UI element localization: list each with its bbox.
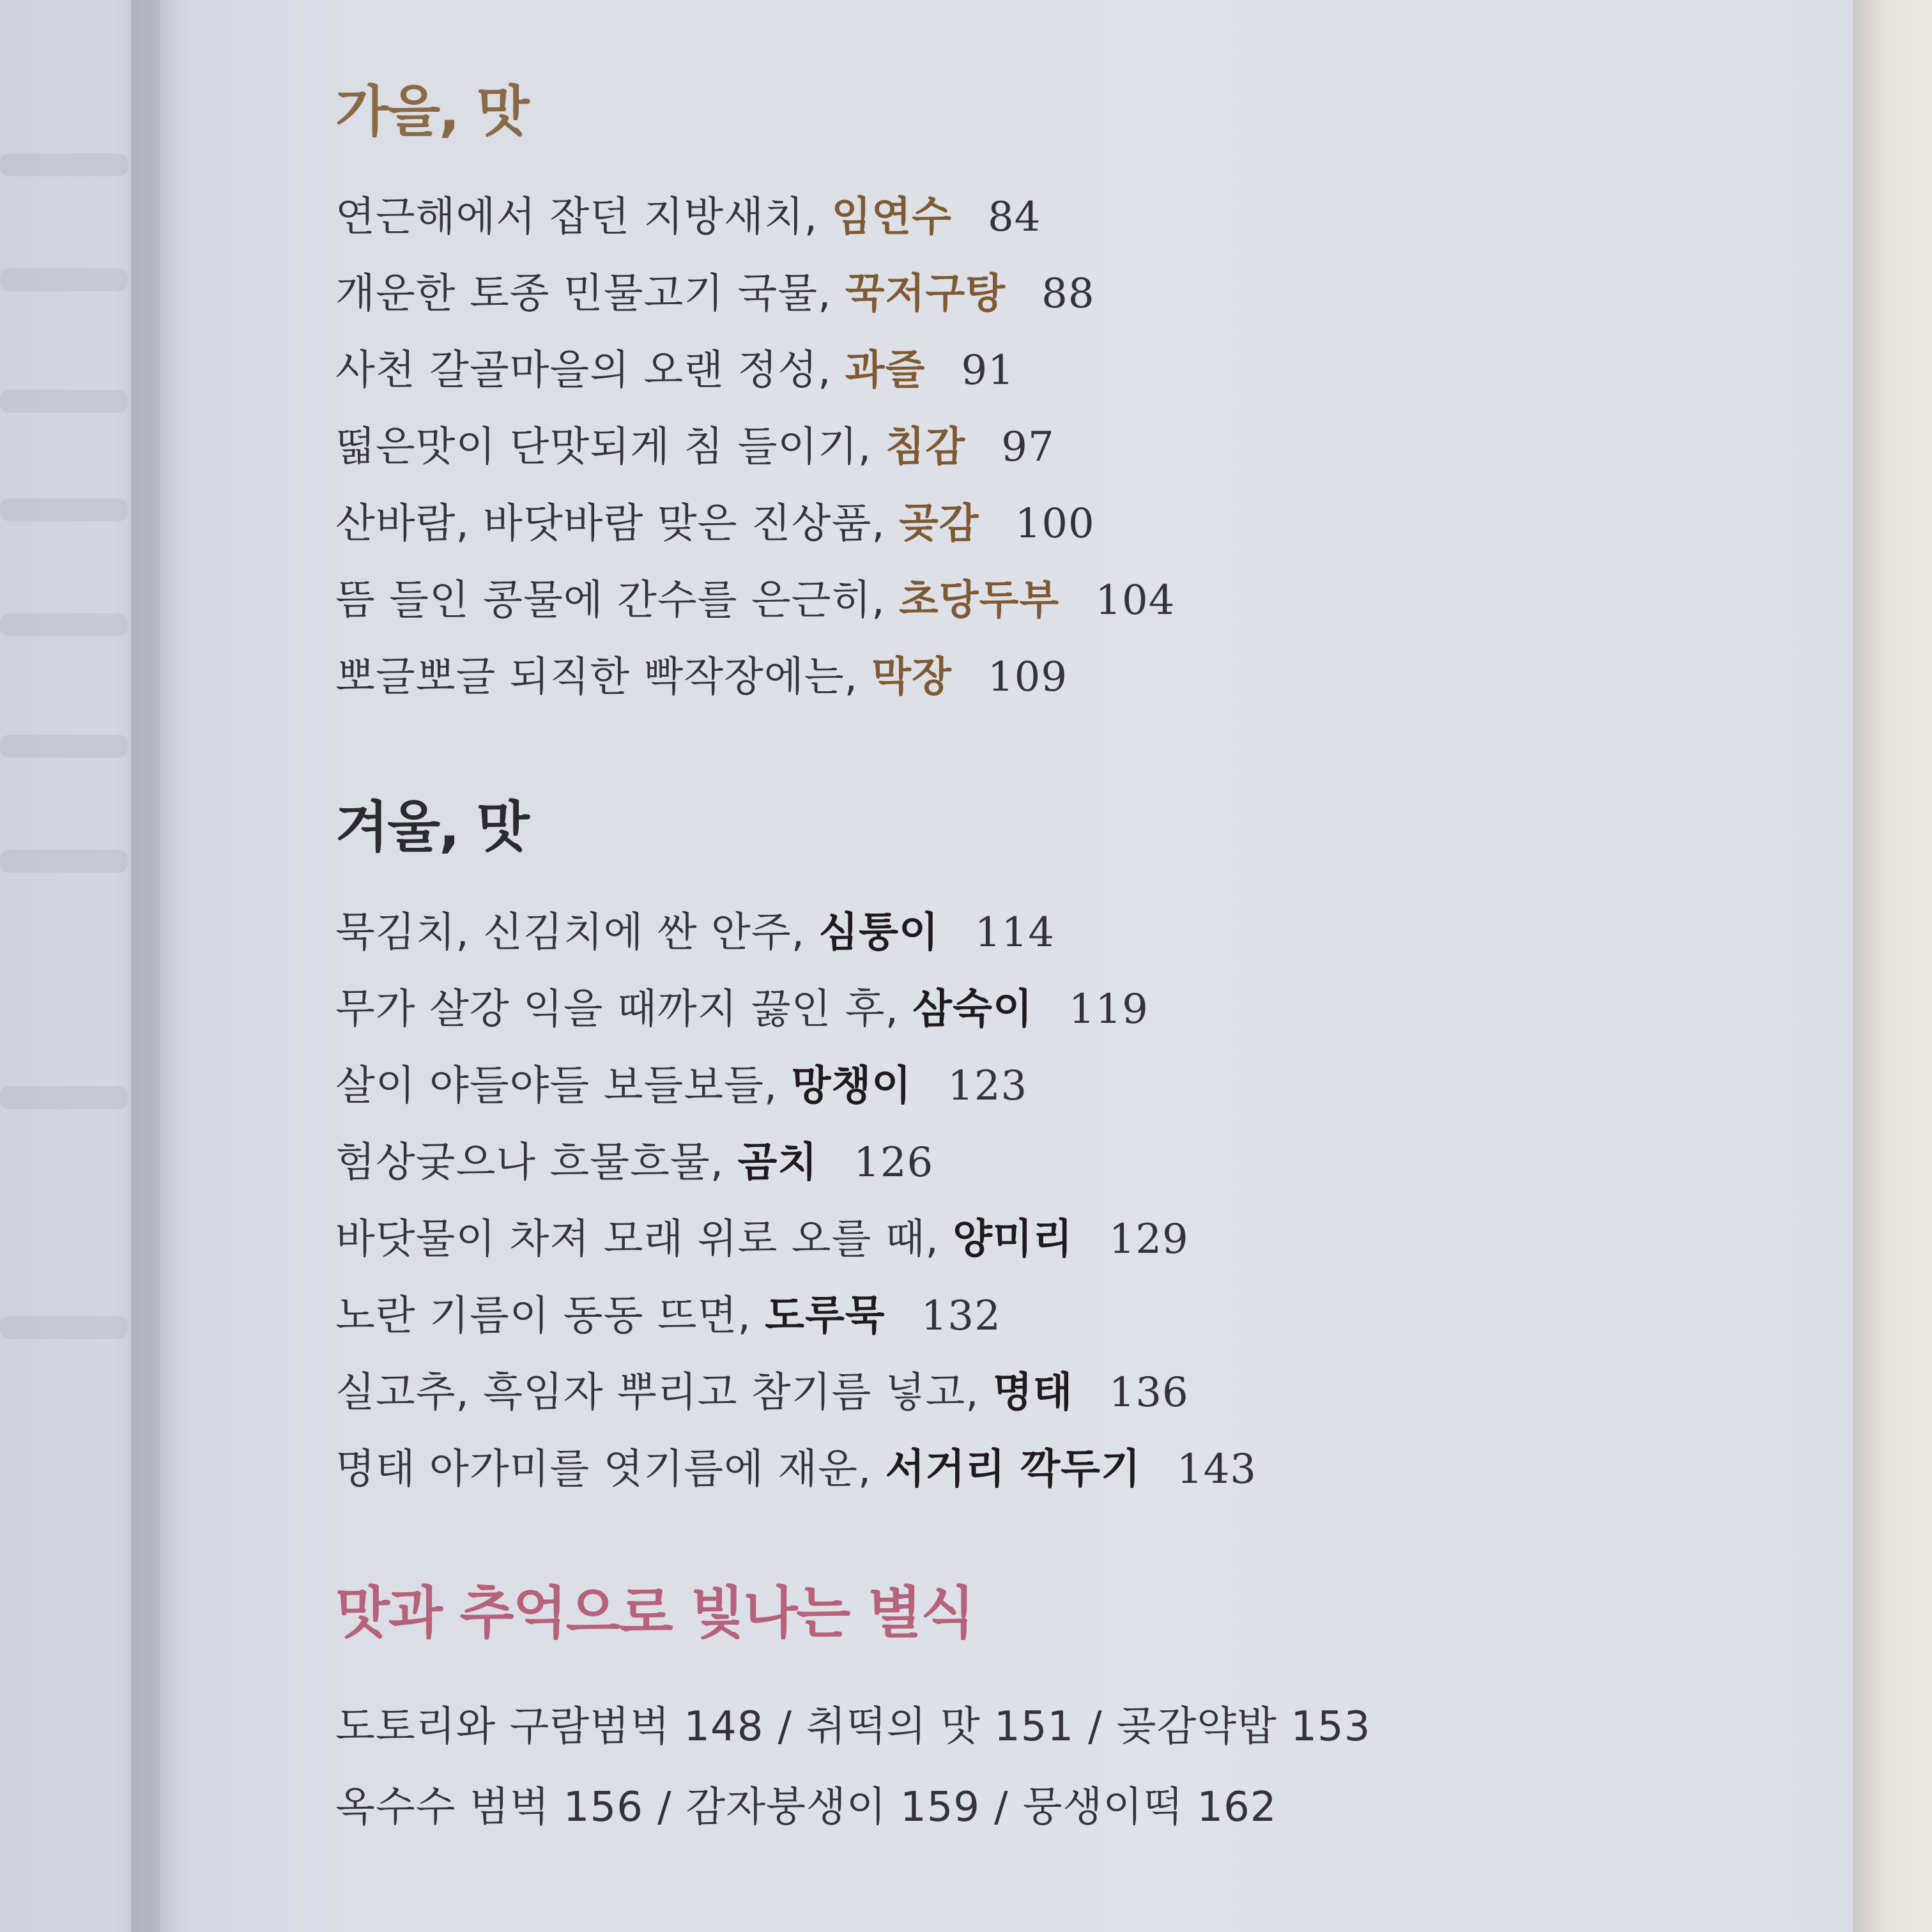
toc-entry: [335, 894, 1741, 971]
entry-item: 취떡의 맛 151: [806, 1703, 1075, 1751]
entry-page: 88: [1041, 270, 1095, 318]
entry-highlight: 꾹저구탕: [845, 270, 1006, 318]
toc-entry: [335, 179, 1741, 256]
section-title: 겨울, 맛: [335, 795, 528, 859]
separator: /: [1088, 1703, 1103, 1751]
entry-text: 뜸 들인 콩물에 간수를 은근히,: [335, 577, 899, 624]
entry-highlight: 양미리: [953, 1216, 1073, 1263]
toc-entry: [335, 971, 1741, 1048]
separator: /: [657, 1784, 672, 1831]
entry-highlight: 망챙이: [791, 1062, 912, 1110]
entry-page: 114: [974, 909, 1055, 956]
entry-text: 뽀글뽀글 되직한 빡작장에는,: [335, 654, 872, 701]
separator: /: [994, 1784, 1009, 1831]
entry-page: 109: [987, 654, 1068, 701]
toc-entry: [335, 486, 1741, 562]
entry-page: 119: [1068, 986, 1149, 1033]
bleed-through-text: [0, 1086, 128, 1109]
entry-list: [335, 1687, 1741, 1848]
entry-highlight: 곶감: [898, 500, 979, 548]
entry-highlight: 과즐: [845, 347, 926, 394]
entry-text: 산바람, 바닷바람 맞은 진상품,: [335, 500, 899, 548]
toc-entry: [335, 409, 1741, 486]
entry-highlight: 임연수: [831, 194, 952, 241]
toc-entry: [335, 639, 1741, 716]
entry-page: 97: [1001, 424, 1055, 471]
entry-text: 떫은맛이 단맛되게 침 들이기,: [335, 424, 885, 471]
entry-text: 명태 아가미를 엿기름에 재운,: [335, 1446, 885, 1493]
entry-page: 84: [987, 194, 1041, 241]
entry-list: [335, 179, 1741, 716]
entry-page: 123: [947, 1062, 1028, 1110]
entry-page: 100: [1015, 500, 1095, 548]
entry-page: 129: [1108, 1216, 1189, 1263]
entry-item: 도토리와 구람범벅 148: [335, 1703, 764, 1751]
book-gutter: [131, 0, 188, 1932]
toc-entry: [335, 1278, 1741, 1354]
entry-highlight: 침감: [885, 424, 966, 471]
entry-item: 옥수수 범벅 156: [335, 1784, 643, 1831]
section-winter: [335, 792, 1741, 1508]
separator: /: [778, 1703, 792, 1751]
toc-entry: [335, 1431, 1741, 1508]
entry-highlight: 곰치: [737, 1139, 818, 1186]
section-title: 가을, 맛: [335, 80, 528, 144]
toc-entry: [335, 1048, 1741, 1124]
toc-entry: [335, 1354, 1741, 1431]
bleed-through-text: [0, 153, 128, 176]
table-of-contents: [335, 77, 1741, 1848]
bleed-through-text: [0, 850, 128, 873]
entry-text: 연근해에서 잡던 지방새치,: [335, 194, 832, 241]
entry-text: 무가 살강 익을 때까지 끓인 후,: [335, 986, 913, 1033]
entry-highlight: 도루묵: [765, 1292, 885, 1340]
entry-text: 살이 야들야들 보들보들,: [335, 1062, 792, 1110]
bleed-through-text: [0, 613, 128, 636]
bleed-through-text: [0, 498, 128, 521]
entry-text: 노란 기름이 동동 뜨면,: [335, 1292, 765, 1340]
section-title: 맛과 추억으로 빛나는 별식: [335, 1580, 974, 1646]
entry-page: 104: [1095, 577, 1176, 624]
entry-text: 사천 갈골마을의 오랜 정성,: [335, 347, 845, 394]
entry-highlight: 초당두부: [898, 577, 1060, 624]
entry-page: 143: [1176, 1446, 1257, 1493]
entry-page: 126: [854, 1139, 934, 1186]
entry-page: 132: [921, 1292, 1001, 1340]
entry-item: 곶감약밥 153: [1116, 1703, 1371, 1751]
entry-highlight: 명태: [992, 1369, 1073, 1416]
bleed-through-text: [0, 1316, 128, 1339]
bleed-through-text: [0, 390, 128, 413]
section-autumn: [335, 77, 1741, 716]
entry-page: 91: [961, 347, 1015, 394]
entry-highlight: 서거리 깍두기: [885, 1446, 1141, 1493]
toc-entry-line: [335, 1767, 1741, 1848]
entry-highlight: 삼숙이: [912, 986, 1033, 1033]
toc-entry-line: [335, 1687, 1741, 1767]
toc-entry: [335, 1124, 1741, 1201]
page-edge: [1853, 0, 1932, 1932]
entry-text: 험상궂으나 흐물흐물,: [335, 1139, 738, 1186]
entry-text: 바닷물이 차져 모래 위로 오를 때,: [335, 1216, 953, 1263]
toc-entry: [335, 332, 1741, 409]
entry-text: 개운한 토종 민물고기 국물,: [335, 270, 845, 318]
toc-entry: [335, 562, 1741, 639]
bleed-through-text: [0, 268, 128, 291]
toc-entry: [335, 256, 1741, 332]
entry-highlight: 심퉁이: [818, 909, 939, 956]
entry-list: [335, 894, 1741, 1508]
bleed-through-text: [0, 735, 128, 758]
section-special: [335, 1578, 1741, 1848]
entry-page: 136: [1108, 1369, 1189, 1416]
entry-item: 감자붕생이 159: [686, 1784, 981, 1831]
toc-entry: [335, 1201, 1741, 1278]
entry-item: 뭉생이떡 162: [1022, 1784, 1277, 1831]
entry-highlight: 막장: [871, 654, 952, 701]
entry-text: 실고추, 흑임자 뿌리고 참기름 넣고,: [335, 1369, 993, 1416]
entry-text: 묵김치, 신김치에 싼 안주,: [335, 909, 819, 956]
